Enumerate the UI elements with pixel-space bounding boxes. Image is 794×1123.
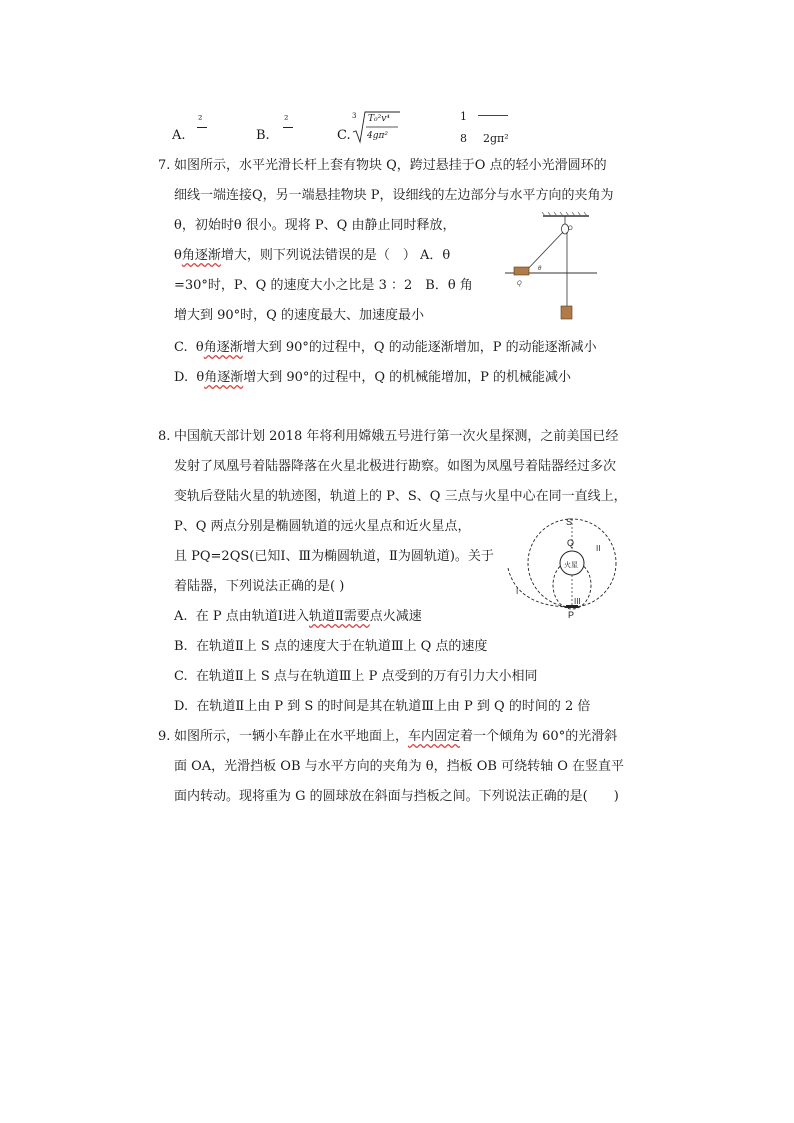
question-text-line: 发射了凤凰号着陆器降落在火星北极进行勘察。如图为凤凰号着陆器经过多次 [174, 459, 617, 474]
option-a [174, 609, 422, 625]
question-number: 9. [158, 729, 171, 744]
label-s: S [566, 517, 573, 527]
option-d-fraction-top: 1 [460, 110, 467, 123]
question-text-line: 如图所示，水平光滑长杆上套有物块 Q，跨过悬挂于O 点的轻小光滑圆环的 [174, 158, 607, 173]
block-p [561, 306, 572, 319]
question-text-line [174, 248, 450, 264]
option-label: D. [174, 370, 189, 385]
label-q: Q [517, 281, 522, 287]
spellcheck-underline: 角逐渐 [181, 248, 221, 263]
option-c-denominator: 4gπ² [367, 131, 389, 141]
text-segment: θ [195, 340, 204, 355]
spellcheck-underline: 车内固定 [408, 729, 461, 744]
label-p: P [573, 312, 577, 318]
option-c-label: C. [337, 128, 351, 143]
text-segment: 在轨道Ⅱ上 S 点的速度大于在轨道Ⅲ上 Q 点的速度 [195, 639, 488, 654]
question-text-line: 细线一端连接Q，另一端悬挂物块 P，设细线的左边部分与水平方向的夹角为 [174, 188, 614, 203]
label-orbit-i: I [516, 587, 519, 596]
option-label: D. [174, 699, 189, 714]
question-text-line: 面 OA，光滑挡板 OB 与水平方向的夹角为 θ，挡板 OB 可绕转轴 O 在竖直平 [174, 759, 625, 774]
label-o: O [568, 226, 573, 232]
text-segment: 增大到 90°的过程中，Q 的机械能增加，P 的机械能减小 [243, 370, 572, 385]
option-label: C. [174, 669, 188, 684]
label-p: P [568, 610, 575, 620]
option-d-radical-bar [478, 115, 508, 116]
option-label: C. [174, 340, 188, 355]
question-text-line: 面内转动。现将重为 G 的圆球放在斜面与挡板之间。下列说法正确的是( ) [174, 789, 619, 804]
question-text-line [174, 729, 617, 745]
question-text-line: 变轨后登陆火星的轨迹图，轨道上的 P、S、Q 三点与火星中心在同一直线上， [174, 489, 627, 504]
question-text-line: 增大到 90°时，Q 的速度最大、加速度最小 [174, 308, 424, 323]
question-text-line: θ，初始时θ 很小。现将 P、Q 由静止同时释放， [174, 218, 456, 233]
pulley-figure [505, 212, 605, 324]
option-a-label: A. [172, 128, 186, 143]
text-segment: 增大到 90°的过程中，Q 的动能逐渐增加，P 的动能逐渐减小 [242, 340, 597, 355]
option-d [174, 370, 571, 386]
spellcheck-underline: 角逐渐 [203, 340, 243, 355]
label-q: Q [567, 538, 575, 548]
orbit-figure [506, 513, 618, 625]
text-segment: 在轨道Ⅱ上 S 点与在轨道Ⅲ上 P 点受到的万有引力大小相同 [195, 669, 538, 684]
text-segment: 在轨道Ⅱ上由 P 到 S 的时间是其在轨道Ⅲ上由 P 到 Q 的时间的 2 倍 [196, 699, 591, 714]
option-c [174, 669, 537, 685]
question-text-line: 中国航天部计划 2018 年将利用嫦娥五号进行第一次火星探测，之前美国已经 [174, 429, 619, 444]
label-theta: θ [538, 266, 542, 272]
option-c [174, 340, 597, 356]
label-mars: 火星 [564, 562, 578, 569]
question-text-line: =30°时，P、Q 的速度大小之比是 3 ：2 B．θ 角 [174, 278, 473, 293]
label-orbit-ii: II [596, 544, 601, 553]
question-number: 8. [158, 429, 171, 444]
text-segment: 着一个倾角为 60°的光滑斜 [460, 729, 618, 744]
block-q [514, 267, 529, 275]
option-b-fraction-top: ² [284, 113, 289, 126]
spellcheck-underline: 轨道Ⅱ需要 [308, 609, 370, 624]
option-a-fraction-bar [197, 127, 207, 128]
option-d-fraction-bottom: 8 [460, 132, 467, 145]
text-segment: 增大，则下列说法错误的是（ ） A．θ [220, 248, 451, 263]
option-c-root-index: 3 [352, 112, 357, 120]
text-segment: θ [174, 248, 182, 263]
option-d [174, 699, 590, 715]
question-number: 7. [158, 158, 171, 173]
option-label: B. [174, 639, 188, 654]
text-segment: 点火减速 [369, 609, 422, 624]
option-d-denominator: 2gπ² [483, 132, 509, 145]
option-b-label: B. [256, 128, 270, 143]
option-label: A. [174, 609, 188, 624]
text-segment: θ [196, 370, 205, 385]
text-segment: 如图所示，一辆小车静止在水平地面上， [174, 729, 409, 744]
label-orbit-iii: III [574, 597, 581, 606]
spellcheck-underline: 角逐渐 [204, 370, 244, 385]
question-text-line: 且 PQ=2QS(已知Ⅰ、Ⅲ为椭圆轨道，Ⅱ为圆轨道)。关于 [174, 549, 494, 564]
question-text-line: P、Q 两点分别是椭圆轨道的远火星点和近火星点， [174, 519, 471, 534]
text-segment: 在 P 点由轨道Ⅰ进入 [195, 609, 309, 624]
option-a-fraction-top: ² [198, 113, 203, 126]
question-text-line: 着陆器，下列说法正确的是( ) [174, 579, 345, 594]
option-c-numerator: T₀²v⁴ [368, 114, 390, 124]
option-b-fraction-bar [283, 127, 293, 128]
option-b [174, 639, 487, 655]
